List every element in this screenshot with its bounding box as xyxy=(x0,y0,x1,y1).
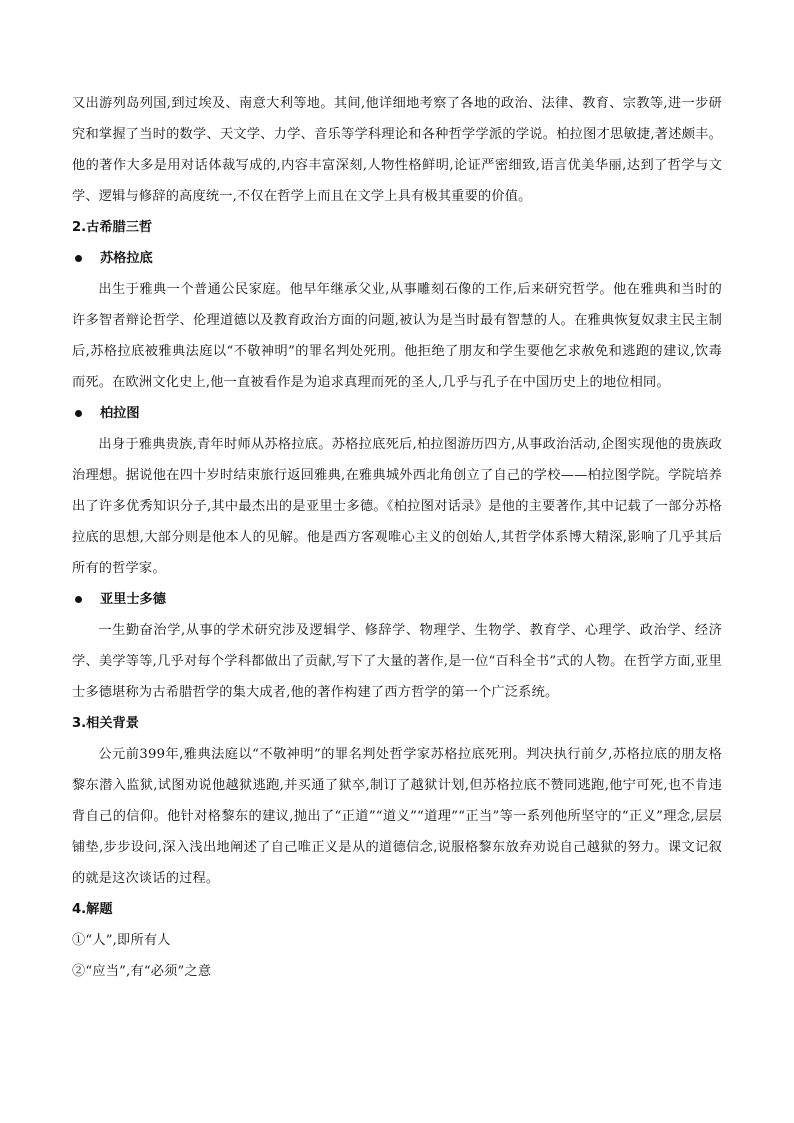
philosopher-description-socrates: 出生于雅典一个普通公民家庭。他早年继承父业,从事雕刻石像的工作,后来研究哲学。他在雅典和当时的许多智者辩论哲学、伦理道德以及教育政治方面的问题,被认为是当时最有智慧的人。在雅典恢复奴隶主民主制后,苏格拉底被雅典法庭以“不敬神明”的罪名判处死刑。他拒绝了朋友和学生要他乞求赦免和逃跑的建议,饮毒而死。在欧洲文化史上,他一直被看作是为追求真理而死的圣人,几乎与孔子在中国历史上的地位相同。 xyxy=(72,282,722,390)
philosopher-name: 柏拉图 xyxy=(100,406,140,421)
explanation-item: ①“人”,即所有人 xyxy=(72,933,171,948)
philosopher-name: 亚里士多德 xyxy=(100,592,166,607)
section-4-heading: 4.解题 xyxy=(72,902,113,917)
philosopher-heading-aristotle xyxy=(72,584,722,615)
background-paragraph: 公元前399年,雅典法庭以“不敬神明”的罪名判处哲学家苏格拉底死刑。判决执行前夕,苏格拉底的朋友格黎东潜入监狱,试图劝说他越狱逃跑,并买通了狱卒,制订了越狱计划,但苏格拉底不赞同逃跑,他宁可死,也不肯违背自己的信仰。他针对格黎东的建议,抛出了“正道”“道义”“道理”“正当”等一系列他所坚守的“正义”理念,层层铺垫,步步设问,深入浅出地阐述了自己唯正义是从的道德信念,说服格黎东放弃劝说自己越狱的努力。课文记叙的就是这次谈话的过程。 xyxy=(72,747,722,886)
intro-paragraph: 又出游列岛列国,到过埃及、南意大利等地。其间,他详细地考察了各地的政治、法律、教育、宗教等,进一步研究和掌握了当时的数学、天文学、力学、音乐等学科理论和各种哲学学派的学说。柏拉图才思敏捷,著述颇丰。他的著作大多是用对话体裁写成的,内容丰富深刻,人物性格鲜明,论证严密细致,语言优美华丽,达到了哲学与文学、逻辑与修辞的高度统一,不仅在哲学上而且在文学上具有极其重要的价值。 xyxy=(72,96,722,204)
philosopher-heading-plato xyxy=(72,398,722,429)
bullet-icon xyxy=(75,255,82,262)
section-3-heading: 3.相关背景 xyxy=(72,716,139,731)
explanation-item: ②“应当”,有“必须”之意 xyxy=(72,964,212,979)
document-page xyxy=(72,88,722,987)
bullet-icon xyxy=(75,410,82,417)
philosopher-description-plato: 出身于雅典贵族,青年时师从苏格拉底。苏格拉底死后,柏拉图游历四方,从事政治活动,企图实现他的贵族政治理想。据说他在四十岁时结束旅行返回雅典,在雅典城外西北角创立了自己的学校——柏拉图学院。学院培养出了许多优秀知识分子,其中最杰出的是亚里士多德。《柏拉图对话录》是他的主要著作,其中记载了一部分苏格拉底的思想,大部分则是他本人的见解。他是西方客观唯心主义的创始人,其哲学体系博大精深,影响了几乎其后所有的哲学家。 xyxy=(72,437,722,576)
section-2-heading: 2.古希腊三哲 xyxy=(72,220,153,235)
philosopher-description-aristotle: 一生勤奋治学,从事的学术研究涉及逻辑学、修辞学、物理学、生物学、教育学、心理学、政治学、经济学、美学等等,几乎对每个学科都做出了贡献,写下了大量的著作,是一位“百科全书”式的人物。在哲学方面,亚里士多德堪称为古希腊哲学的集大成者,他的著作构建了西方哲学的第一个广泛系统。 xyxy=(72,623,722,700)
philosopher-heading-socrates xyxy=(72,243,722,274)
philosopher-name: 苏格拉底 xyxy=(100,251,153,266)
bullet-icon xyxy=(75,596,82,603)
